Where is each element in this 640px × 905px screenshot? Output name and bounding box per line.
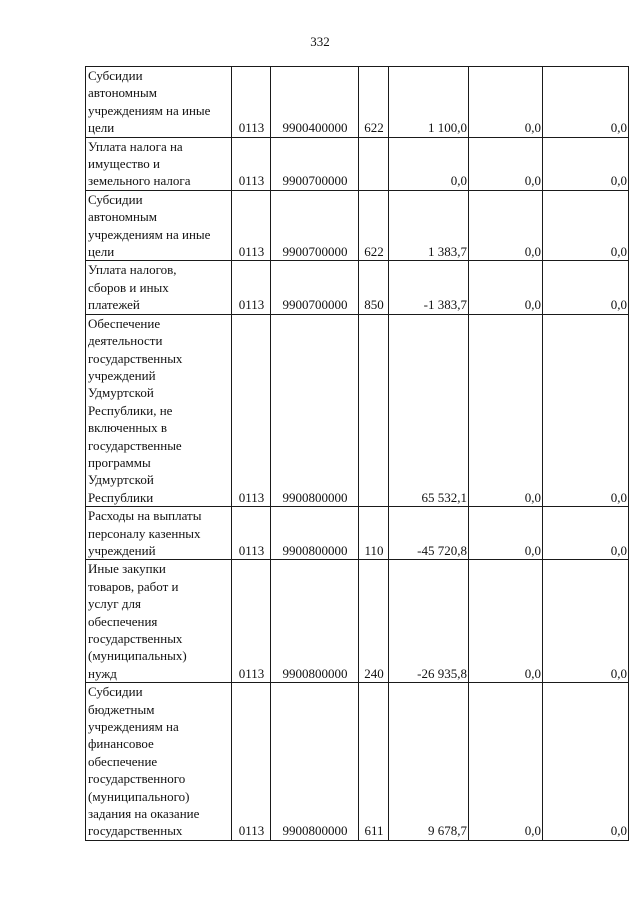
section-code-cell: 0113 [232,67,271,138]
expense-type-cell: 850 [359,261,389,314]
expense-type-cell: 622 [359,67,389,138]
table-row [86,560,629,683]
target-article-cell: 9900800000 [271,314,359,506]
target-article-cell: 9900800000 [271,560,359,683]
target-article-cell: 9900800000 [271,507,359,560]
expense-type-cell [359,314,389,506]
expense-name-cell: Субсидии автономным учреждениям на иные цели [86,67,232,138]
section-code-cell: 0113 [232,683,271,841]
section-code-cell: 0113 [232,314,271,506]
target-article-cell: 9900700000 [271,190,359,261]
section-code-cell: 0113 [232,190,271,261]
amount-cell-1: 1 383,7 [389,190,469,261]
amount-cell-1: -26 935,8 [389,560,469,683]
amount-cell-2: 0,0 [469,190,543,261]
section-code-cell: 0113 [232,560,271,683]
amount-cell-2: 0,0 [469,560,543,683]
target-article-cell: 9900700000 [271,261,359,314]
amount-cell-1: -1 383,7 [389,261,469,314]
expense-name-cell: Иные закупки товаров, работ и услуг для обеспечения государственных (муниципальных) нужд [86,560,232,683]
amount-cell-3: 0,0 [543,314,629,506]
section-code-cell: 0113 [232,261,271,314]
table-row [86,67,629,138]
amount-cell-2: 0,0 [469,67,543,138]
section-code-cell: 0113 [232,137,271,190]
amount-cell-3: 0,0 [543,67,629,138]
expense-name-cell: Субсидии автономным учреждениям на иные цели [86,190,232,261]
amount-cell-2: 0,0 [469,507,543,560]
table-row [86,261,629,314]
target-article-cell: 9900400000 [271,67,359,138]
expense-name-cell: Обеспечение деятельности государственных учреждений Удмуртской Республики, не включенных в государственные программы Удмуртской Республики [86,314,232,506]
target-article-cell: 9900800000 [271,683,359,841]
amount-cell-1: 65 532,1 [389,314,469,506]
amount-cell-1: 1 100,0 [389,67,469,138]
amount-cell-3: 0,0 [543,137,629,190]
expense-name-cell: Уплата налогов, сборов и иных платежей [86,261,232,314]
page-number: 332 [310,34,330,49]
amount-cell-2: 0,0 [469,683,543,841]
expense-name-cell: Субсидии бюджетным учреждениям на финансовое обеспечение государственного (муниципального) задания на оказание государственных [86,683,232,841]
table-row [86,314,629,506]
amount-cell-3: 0,0 [543,261,629,314]
expense-name-cell: Расходы на выплаты персоналу казенных учреждений [86,507,232,560]
table-row [86,190,629,261]
budget-table [85,66,629,841]
amount-cell-1: -45 720,8 [389,507,469,560]
table-row [86,507,629,560]
amount-cell-2: 0,0 [469,314,543,506]
expense-type-cell: 110 [359,507,389,560]
amount-cell-3: 0,0 [543,683,629,841]
amount-cell-1: 0,0 [389,137,469,190]
amount-cell-2: 0,0 [469,137,543,190]
table-row [86,683,629,841]
expense-name-cell: Уплата налога на имущество и земельного налога [86,137,232,190]
amount-cell-3: 0,0 [543,507,629,560]
expense-type-cell [359,137,389,190]
section-code-cell: 0113 [232,507,271,560]
amount-cell-2: 0,0 [469,261,543,314]
expense-type-cell: 622 [359,190,389,261]
amount-cell-3: 0,0 [543,190,629,261]
table-row [86,137,629,190]
expense-type-cell: 240 [359,560,389,683]
amount-cell-3: 0,0 [543,560,629,683]
target-article-cell: 9900700000 [271,137,359,190]
amount-cell-1: 9 678,7 [389,683,469,841]
expense-type-cell: 611 [359,683,389,841]
